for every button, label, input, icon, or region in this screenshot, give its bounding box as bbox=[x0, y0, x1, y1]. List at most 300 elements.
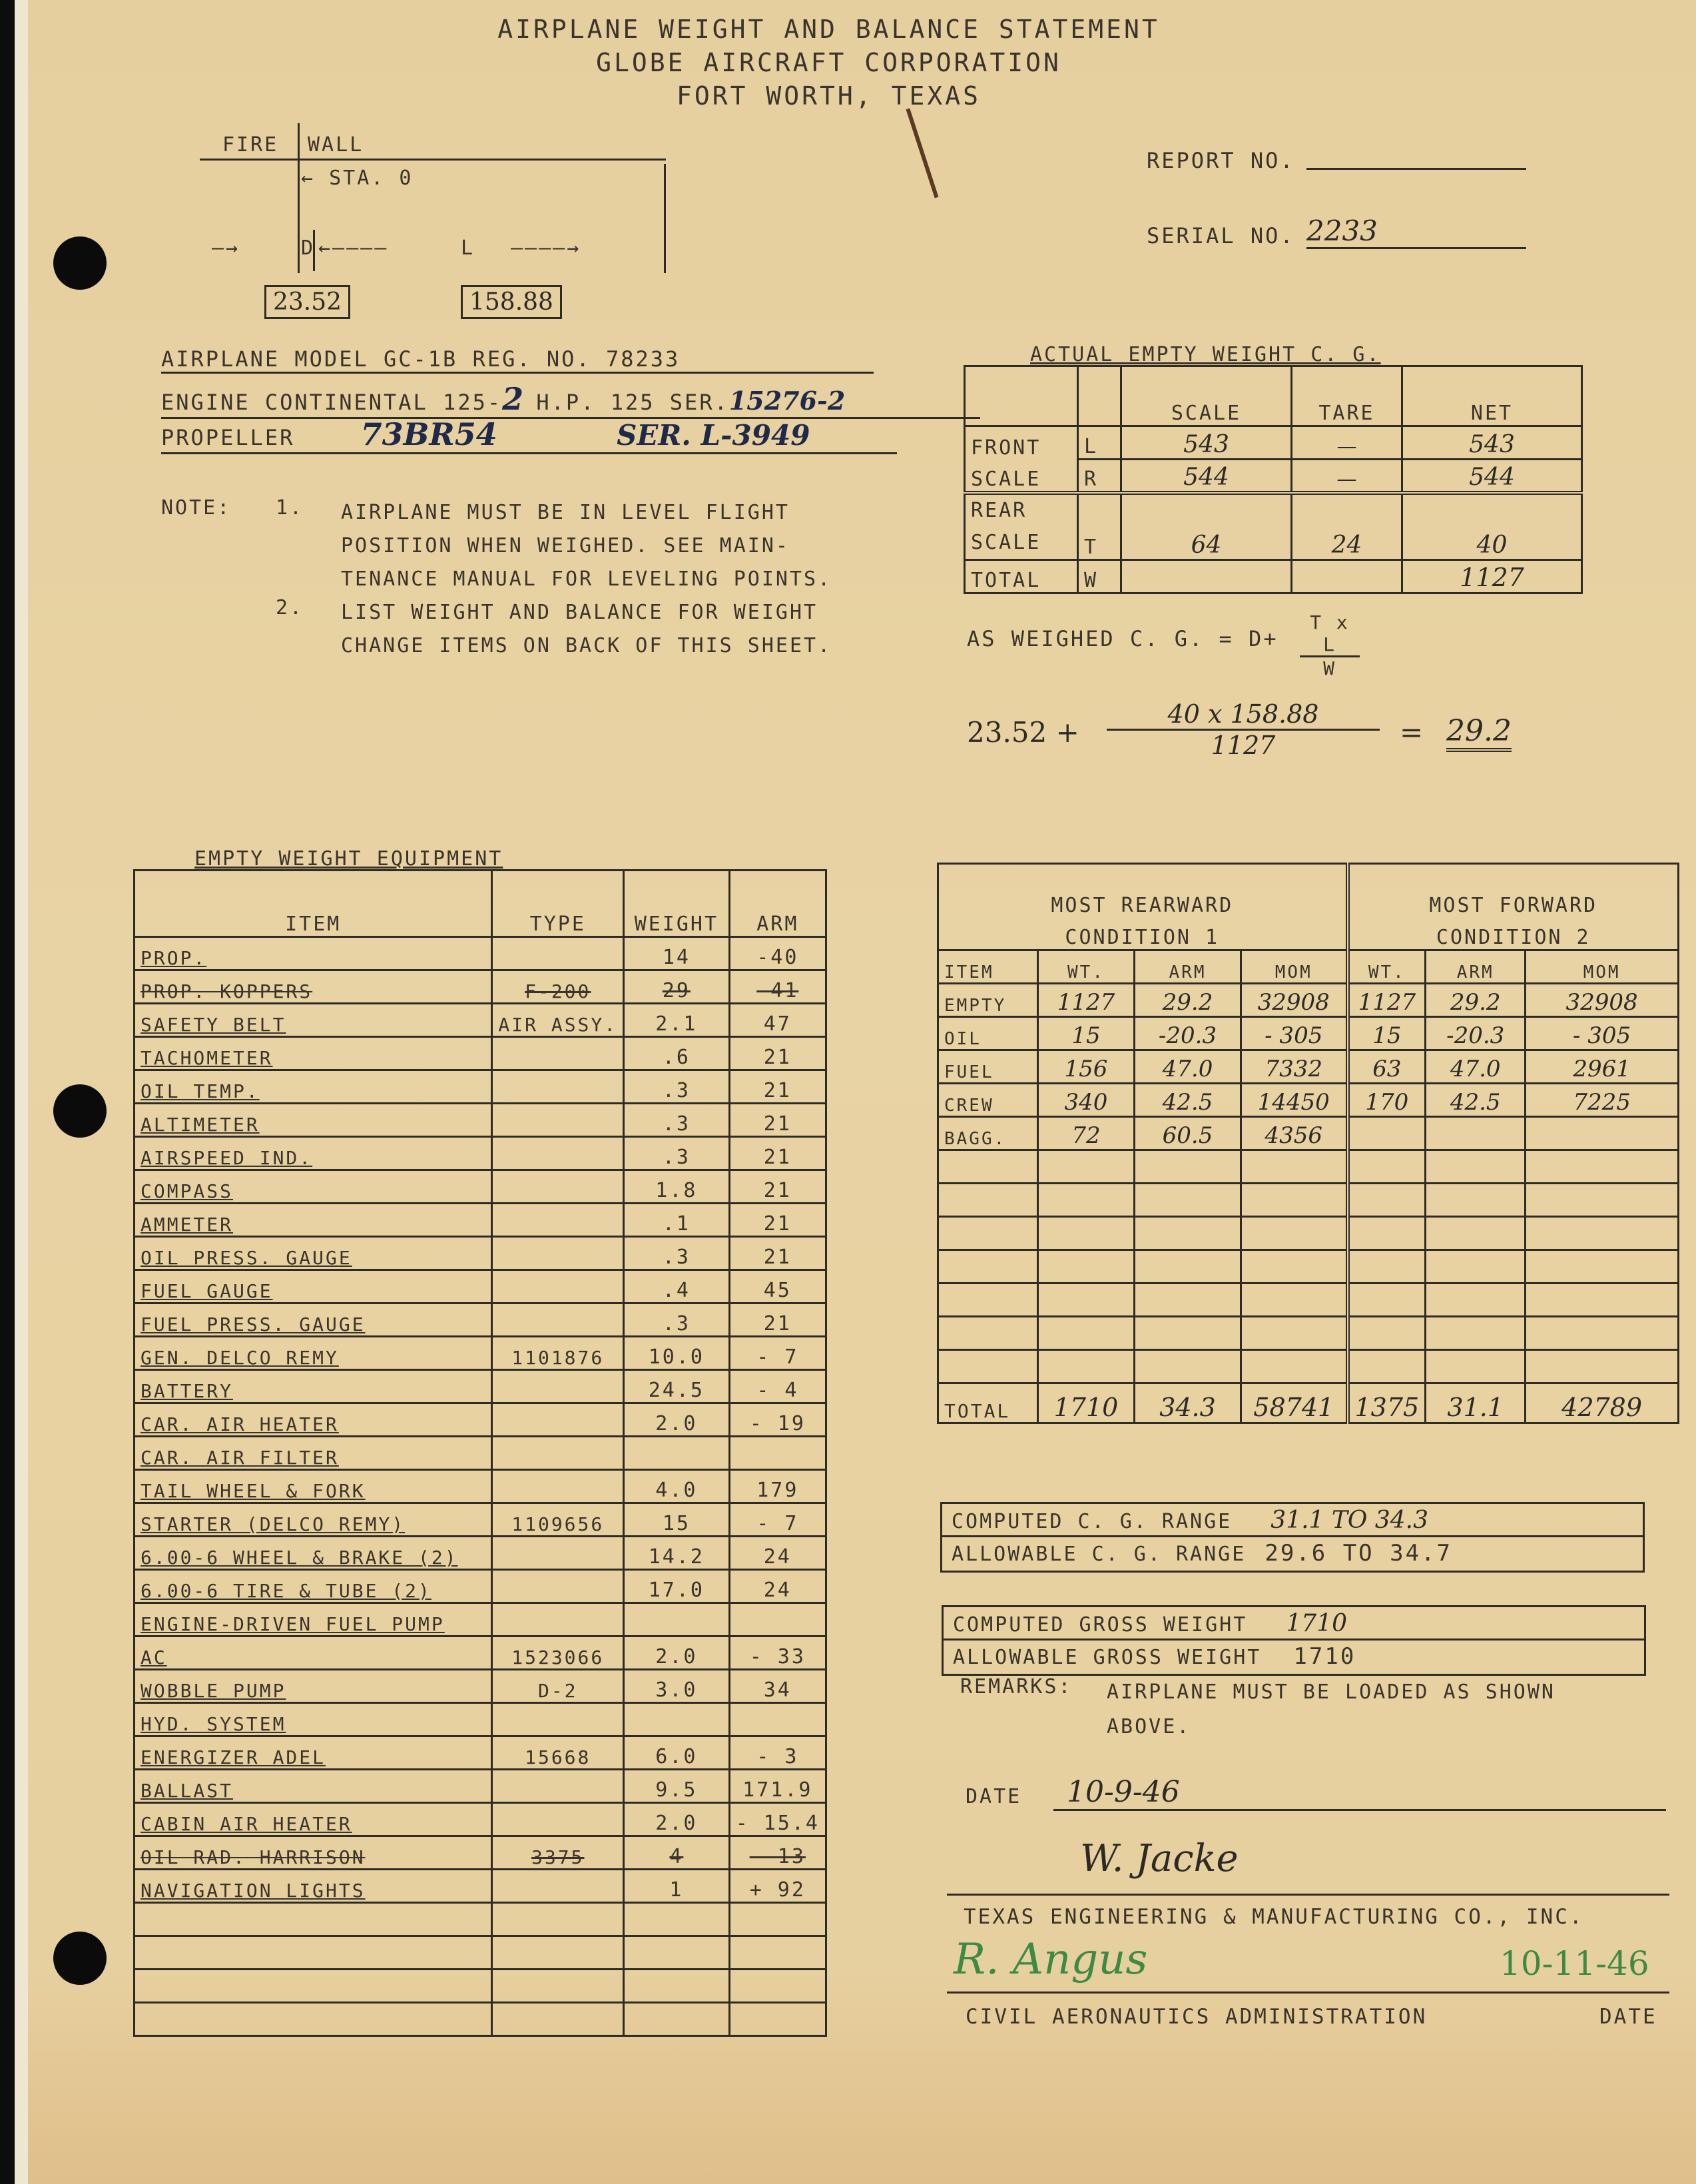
table-row bbox=[135, 1503, 826, 1537]
equipment-item-cell: BALLAST bbox=[135, 1770, 492, 1803]
equipment-item-cell: AIRSPEED IND. bbox=[135, 1137, 492, 1170]
equipment-item-cell: 6.00-6 WHEEL & BRAKE (2) bbox=[135, 1537, 492, 1570]
loading-value-cell[interactable]: 2961 bbox=[1526, 1050, 1679, 1084]
equipment-weight-cell: .3 bbox=[624, 1237, 730, 1270]
allowable-cg-range-value: 29.6 TO 34.7 bbox=[1265, 1540, 1452, 1567]
loading-value-cell[interactable] bbox=[1526, 1283, 1679, 1317]
column-header-item: ITEM bbox=[135, 871, 492, 937]
equipment-type-cell bbox=[492, 1870, 624, 1903]
loading-value-cell[interactable] bbox=[1038, 1283, 1135, 1317]
equipment-arm-cell: 21 bbox=[729, 1237, 826, 1270]
date-value[interactable]: 10-9-46 bbox=[1053, 1775, 1666, 1811]
loading-value-cell[interactable]: 32908 bbox=[1526, 984, 1679, 1017]
arrow-right-icon: —→ bbox=[212, 236, 240, 260]
equipment-title: EMPTY WEIGHT EQUIPMENT bbox=[194, 847, 503, 871]
equipment-item-cell: WOBBLE PUMP bbox=[135, 1670, 492, 1703]
table-row bbox=[135, 1770, 826, 1803]
equipment-weight-cell: 6.0 bbox=[624, 1736, 730, 1770]
equipment-arm-cell: - 13 bbox=[729, 1836, 826, 1870]
equipment-arm-cell: - 15.4 bbox=[729, 1803, 826, 1836]
loading-value-cell[interactable]: 29.2 bbox=[1135, 984, 1241, 1017]
equipment-arm-cell: 34 bbox=[729, 1670, 826, 1703]
loading-value-cell[interactable] bbox=[1526, 1250, 1679, 1283]
loading-value-cell[interactable] bbox=[1348, 1217, 1426, 1250]
calc-result: 29.2 bbox=[1446, 714, 1512, 752]
table-row bbox=[938, 1184, 1679, 1217]
loading-value-cell[interactable]: 47.0 bbox=[1426, 1050, 1526, 1084]
table-row bbox=[135, 1603, 826, 1637]
diagram-end-line bbox=[664, 164, 666, 273]
equipment-arm-cell: - 3 bbox=[729, 1736, 826, 1770]
allowable-cg-range-row bbox=[942, 1537, 1643, 1571]
equipment-arm-cell: 171.9 bbox=[729, 1770, 826, 1803]
loading-value-cell[interactable] bbox=[1241, 1317, 1348, 1350]
equipment-arm-cell: 21 bbox=[729, 1104, 826, 1137]
loading-value-cell[interactable] bbox=[1135, 1250, 1241, 1283]
loading-value-cell[interactable] bbox=[1526, 1117, 1679, 1150]
loading-value-cell[interactable]: 42.5 bbox=[1426, 1084, 1526, 1117]
equipment-type-cell: F-200 bbox=[492, 970, 624, 1004]
caa-label: CIVIL AERONAUTICS ADMINISTRATION bbox=[966, 2005, 1428, 2029]
equipment-weight-cell: 4.0 bbox=[624, 1470, 730, 1503]
loading-item-cell bbox=[938, 1217, 1038, 1250]
equipment-arm-cell: - 19 bbox=[729, 1403, 826, 1437]
loading-value-cell[interactable]: 15 bbox=[1348, 1017, 1426, 1050]
table-row bbox=[135, 2003, 826, 2036]
equipment-weight-cell: 1.8 bbox=[624, 1170, 730, 1204]
table-row bbox=[135, 1970, 826, 2003]
equipment-type-cell: D-2 bbox=[492, 1670, 624, 1703]
equipment-type-cell bbox=[492, 1570, 624, 1603]
table-row bbox=[135, 1037, 826, 1070]
loading-value-cell[interactable] bbox=[1038, 1184, 1135, 1217]
equipment-weight-cell bbox=[624, 1437, 730, 1470]
loading-value-cell[interactable] bbox=[1426, 1184, 1526, 1217]
table-row bbox=[135, 1470, 826, 1503]
table-row bbox=[938, 1217, 1679, 1250]
allowable-gross-weight-label: ALLOWABLE GROSS WEIGHT bbox=[953, 1646, 1262, 1669]
loading-value-cell[interactable] bbox=[1135, 1283, 1241, 1317]
loading-value-cell[interactable] bbox=[1426, 1217, 1526, 1250]
engine-serial[interactable]: 15276-2 bbox=[728, 386, 846, 416]
loading-value-cell[interactable] bbox=[1241, 1350, 1348, 1383]
loading-value-cell[interactable] bbox=[1426, 1117, 1526, 1150]
equipment-weight-cell: .3 bbox=[624, 1070, 730, 1104]
table-row: SCALE R 544 — 544 bbox=[965, 460, 1582, 493]
loading-value-cell[interactable] bbox=[1526, 1317, 1679, 1350]
equipment-arm-cell: 24 bbox=[729, 1570, 826, 1603]
equipment-weight-cell bbox=[624, 1970, 730, 2003]
equipment-item-cell: PROP. bbox=[135, 937, 492, 970]
equipment-type-cell bbox=[492, 1303, 624, 1337]
company-name: GLOBE AIRCRAFT CORPORATION bbox=[596, 48, 1061, 77]
scan-border bbox=[0, 0, 15, 2184]
equipment-weight-cell bbox=[624, 1703, 730, 1736]
loading-value-cell[interactable] bbox=[1348, 1117, 1426, 1150]
equipment-weight-cell: .3 bbox=[624, 1303, 730, 1337]
table-row bbox=[135, 970, 826, 1004]
calc-fraction: 40 x 158.88 1127 bbox=[1107, 699, 1380, 760]
equipment-type-cell bbox=[492, 1037, 624, 1070]
table-row bbox=[135, 1903, 826, 1936]
equipment-type-cell bbox=[492, 1170, 624, 1204]
loading-value-cell[interactable] bbox=[1038, 1350, 1135, 1383]
equipment-arm-cell: 179 bbox=[729, 1470, 826, 1503]
loading-value-cell[interactable] bbox=[1526, 1350, 1679, 1383]
equipment-item-cell bbox=[135, 1970, 492, 2003]
equipment-weight-cell: .4 bbox=[624, 1270, 730, 1303]
equipment-arm-cell bbox=[729, 2003, 826, 2036]
equipment-item-cell bbox=[135, 1936, 492, 1970]
equipment-type-cell bbox=[492, 1370, 624, 1403]
equipment-arm-cell bbox=[729, 1703, 826, 1736]
table-row bbox=[135, 1670, 826, 1703]
caa-signature-line bbox=[947, 1935, 1669, 1994]
equipment-type-cell bbox=[492, 1403, 624, 1437]
table-row bbox=[938, 1350, 1679, 1383]
gross-weight-box bbox=[942, 1605, 1646, 1676]
equipment-type-cell: 1109656 bbox=[492, 1503, 624, 1537]
equipment-arm-cell: 21 bbox=[729, 1170, 826, 1204]
table-row bbox=[135, 1637, 826, 1670]
allowable-cg-range-label: ALLOWABLE C. G. RANGE bbox=[952, 1543, 1247, 1566]
punch-hole-icon bbox=[53, 236, 107, 290]
loading-value-cell[interactable] bbox=[1135, 1184, 1241, 1217]
equipment-item-cell: GEN. DELCO REMY bbox=[135, 1337, 492, 1370]
loading-value-cell[interactable]: 170 bbox=[1348, 1084, 1426, 1117]
serial-no-label: SERIAL NO. bbox=[1147, 223, 1295, 248]
propeller-line bbox=[161, 416, 897, 454]
loading-value-cell[interactable] bbox=[1038, 1317, 1135, 1350]
loading-value-cell[interactable]: 32908 bbox=[1241, 984, 1348, 1017]
equipment-type-cell bbox=[492, 1204, 624, 1237]
loading-value-cell[interactable]: 156 bbox=[1038, 1050, 1135, 1084]
equipment-type-cell bbox=[492, 1237, 624, 1270]
table-header-row bbox=[135, 871, 826, 937]
equipment-weight-cell: 14 bbox=[624, 937, 730, 970]
equipment-type-cell: 1101876 bbox=[492, 1337, 624, 1370]
loading-value-cell[interactable]: 1127 bbox=[1038, 984, 1135, 1017]
loading-value-cell[interactable] bbox=[1038, 1250, 1135, 1283]
arrow-left-icon: ← bbox=[301, 167, 316, 190]
loading-value-cell[interactable]: 72 bbox=[1038, 1117, 1135, 1150]
loading-item-cell bbox=[938, 1250, 1038, 1283]
equipment-item-cell: ALTIMETER bbox=[135, 1104, 492, 1137]
propeller-label: PROPELLER bbox=[161, 425, 295, 450]
report-no-field[interactable] bbox=[1306, 168, 1526, 170]
loading-value-cell[interactable] bbox=[1348, 1184, 1426, 1217]
loading-item-cell bbox=[938, 1150, 1038, 1184]
equipment-arm-cell: 21 bbox=[729, 1303, 826, 1337]
equipment-arm-cell: 21 bbox=[729, 1137, 826, 1170]
equipment-weight-cell: 9.5 bbox=[624, 1770, 730, 1803]
loading-value-cell[interactable]: -20.3 bbox=[1135, 1017, 1241, 1050]
equipment-type-cell bbox=[492, 1703, 624, 1736]
loading-value-cell[interactable]: 63 bbox=[1348, 1050, 1426, 1084]
condition-1-title: MOST REARWARD bbox=[938, 864, 1348, 917]
table-row: FRONT L 543 — 543 bbox=[965, 426, 1582, 460]
equipment-weight-cell: 2.0 bbox=[624, 1403, 730, 1437]
loading-value-cell[interactable] bbox=[1241, 1150, 1348, 1184]
equipment-type-cell bbox=[492, 1603, 624, 1637]
equipment-table bbox=[133, 869, 827, 2037]
table-row bbox=[135, 1137, 826, 1170]
table-row bbox=[938, 1317, 1679, 1350]
loading-value-cell[interactable]: 7332 bbox=[1241, 1050, 1348, 1084]
loading-value-cell[interactable] bbox=[1241, 1184, 1348, 1217]
table-header-row bbox=[965, 366, 1582, 426]
equipment-item-cell: OIL RAD. HARRISON bbox=[135, 1836, 492, 1870]
table-row bbox=[135, 1270, 826, 1303]
equipment-weight-cell: 1 bbox=[624, 1870, 730, 1903]
table-row bbox=[135, 1070, 826, 1104]
equipment-item-cell: CAR. AIR HEATER bbox=[135, 1403, 492, 1437]
loading-value-cell[interactable] bbox=[1135, 1317, 1241, 1350]
diagram-top-line bbox=[200, 159, 666, 161]
manufacturer-signature[interactable]: W. Jacke bbox=[947, 1837, 1669, 1896]
equipment-arm-cell: -41 bbox=[729, 970, 826, 1004]
propeller-serial[interactable]: SER. L-3949 bbox=[617, 419, 810, 452]
loading-value-cell[interactable]: 29.2 bbox=[1426, 984, 1526, 1017]
equipment-type-cell bbox=[492, 1537, 624, 1570]
loading-value-cell[interactable]: -20.3 bbox=[1426, 1017, 1526, 1050]
equipment-weight-cell: .6 bbox=[624, 1037, 730, 1070]
loading-value-cell[interactable] bbox=[1426, 1317, 1526, 1350]
column-header-net: NET bbox=[1402, 366, 1582, 426]
equipment-type-cell bbox=[492, 1936, 624, 1970]
loading-value-cell[interactable] bbox=[1241, 1217, 1348, 1250]
equipment-type-cell bbox=[492, 1803, 624, 1836]
pen-mark bbox=[906, 108, 939, 198]
caa-signature[interactable]: R. Angus bbox=[954, 1935, 1148, 1984]
table-row bbox=[135, 1870, 826, 1903]
note-label: NOTE: bbox=[161, 496, 232, 520]
table-row bbox=[135, 1303, 826, 1337]
equipment-type-cell bbox=[492, 1104, 624, 1137]
manufacturer-label: TEXAS ENGINEERING & MANUFACTURING CO., INC. bbox=[964, 1905, 1584, 1929]
serial-no-value[interactable]: 2233 bbox=[1306, 214, 1526, 249]
loading-value-cell[interactable] bbox=[1038, 1150, 1135, 1184]
calc-equals: = bbox=[1400, 716, 1424, 749]
equipment-weight-cell: 14.2 bbox=[624, 1537, 730, 1570]
loading-item-cell: FUEL bbox=[938, 1050, 1038, 1084]
equipment-weight-cell bbox=[624, 1936, 730, 1970]
computed-gross-weight-row bbox=[944, 1607, 1644, 1640]
table-row bbox=[135, 937, 826, 970]
firewall-line bbox=[298, 123, 300, 273]
arrow-right-icon: ————→ bbox=[511, 236, 581, 260]
table-row bbox=[135, 1104, 826, 1137]
loading-value-cell[interactable] bbox=[1348, 1250, 1426, 1283]
loading-value-cell[interactable] bbox=[1135, 1350, 1241, 1383]
equipment-item-cell: CAR. AIR FILTER bbox=[135, 1437, 492, 1470]
equipment-item-cell: TAIL WHEEL & FORK bbox=[135, 1470, 492, 1503]
loading-value-cell[interactable] bbox=[1038, 1217, 1135, 1250]
loading-value-cell[interactable] bbox=[1526, 1150, 1679, 1184]
table-row bbox=[135, 1337, 826, 1370]
equipment-weight-cell: 3.0 bbox=[624, 1670, 730, 1703]
table-row bbox=[938, 1117, 1679, 1150]
loading-value-cell[interactable] bbox=[1348, 1317, 1426, 1350]
equipment-item-cell: SAFETY BELT bbox=[135, 1004, 492, 1037]
remarks-text: AIRPLANE MUST BE LOADED AS SHOWN ABOVE. bbox=[1107, 1680, 1555, 1738]
equipment-item-cell bbox=[135, 1903, 492, 1936]
loading-value-cell[interactable] bbox=[1348, 1350, 1426, 1383]
loading-value-cell[interactable] bbox=[1426, 1150, 1526, 1184]
cg-range-box bbox=[940, 1502, 1645, 1573]
empty-weight-cg-title: ACTUAL EMPTY WEIGHT C. G. bbox=[1030, 343, 1381, 366]
loading-value-cell[interactable] bbox=[1526, 1217, 1679, 1250]
engine-model-suffix[interactable]: 2 bbox=[502, 381, 524, 417]
equipment-arm-cell: - 33 bbox=[729, 1637, 826, 1670]
table-row bbox=[135, 1170, 826, 1204]
condition-2-subtitle: CONDITION 2 bbox=[1348, 917, 1679, 950]
table-row bbox=[135, 1736, 826, 1770]
station-zero-label: ← STA. 0 bbox=[301, 167, 414, 190]
equipment-item-cell: STARTER (DELCO REMY) bbox=[135, 1503, 492, 1537]
equipment-weight-cell: 29 bbox=[624, 970, 730, 1004]
loading-value-cell[interactable]: - 305 bbox=[1526, 1017, 1679, 1050]
loading-value-cell[interactable]: 1127 bbox=[1348, 984, 1426, 1017]
equipment-arm-cell: - 7 bbox=[729, 1337, 826, 1370]
equipment-item-cell: HYD. SYSTEM bbox=[135, 1703, 492, 1736]
loading-value-cell[interactable] bbox=[1426, 1250, 1526, 1283]
note-1-text: AIRPLANE MUST BE IN LEVEL FLIGHT POSITION WHEN WEIGHED. SEE MAIN- TENANCE MANUAL FOR LEVELING POINTS. bbox=[341, 501, 832, 591]
computed-gross-weight-value[interactable]: 1710 bbox=[1286, 1610, 1347, 1637]
column-header-scale: SCALE bbox=[1121, 366, 1292, 426]
loading-value-cell[interactable] bbox=[1348, 1283, 1426, 1317]
loading-value-cell[interactable] bbox=[1135, 1150, 1241, 1184]
equipment-arm-cell: - 4 bbox=[729, 1370, 826, 1403]
equipment-weight-cell: 4 bbox=[624, 1836, 730, 1870]
loading-value-cell[interactable] bbox=[1241, 1283, 1348, 1317]
allowable-gross-weight-value: 1710 bbox=[1293, 1643, 1356, 1670]
loading-value-cell[interactable] bbox=[1135, 1217, 1241, 1250]
loading-item-cell: BAGG. bbox=[938, 1117, 1038, 1150]
loading-value-cell[interactable]: 14450 bbox=[1241, 1084, 1348, 1117]
engine-line bbox=[161, 381, 980, 419]
cg-formula-label: AS WEIGHED C. G. = D+ bbox=[967, 626, 1278, 651]
equipment-type-cell: AIR ASSY. bbox=[492, 1004, 624, 1037]
loading-value-cell[interactable]: 15 bbox=[1038, 1017, 1135, 1050]
loading-value-cell[interactable] bbox=[1426, 1350, 1526, 1383]
date-label: DATE bbox=[966, 1785, 1022, 1808]
caa-date[interactable]: 10-11-46 bbox=[1500, 1944, 1649, 1983]
column-header-type: TYPE bbox=[492, 871, 624, 937]
equipment-type-cell bbox=[492, 1903, 624, 1936]
loading-item-cell: EMPTY bbox=[938, 984, 1038, 1017]
computed-cg-range-value[interactable]: 31.1 TO 34.3 bbox=[1271, 1507, 1429, 1534]
note-2-number: 2. bbox=[276, 596, 304, 619]
table-row bbox=[135, 1370, 826, 1403]
note-1-number: 1. bbox=[276, 496, 304, 520]
d-value-box: 23.52 bbox=[264, 285, 350, 319]
table-row bbox=[135, 1403, 826, 1437]
loading-item-cell bbox=[938, 1283, 1038, 1317]
loading-value-cell[interactable]: 42.5 bbox=[1135, 1084, 1241, 1117]
equipment-item-cell: 6.00-6 TIRE & TUBE (2) bbox=[135, 1570, 492, 1603]
loading-value-cell[interactable]: 7225 bbox=[1526, 1084, 1679, 1117]
loading-item-cell bbox=[938, 1350, 1038, 1383]
equipment-weight-cell: 17.0 bbox=[624, 1570, 730, 1603]
equipment-item-cell: AC bbox=[135, 1637, 492, 1670]
loading-value-cell[interactable] bbox=[1241, 1250, 1348, 1283]
equipment-type-cell bbox=[492, 937, 624, 970]
table-row bbox=[938, 984, 1679, 1017]
equipment-item-cell: OIL TEMP. bbox=[135, 1070, 492, 1104]
equipment-weight-cell: .1 bbox=[624, 1204, 730, 1237]
equipment-arm-cell bbox=[729, 1903, 826, 1936]
table-row bbox=[135, 1437, 826, 1470]
loading-value-cell[interactable] bbox=[1426, 1283, 1526, 1317]
table-row bbox=[938, 1050, 1679, 1084]
equipment-type-cell bbox=[492, 1970, 624, 2003]
wall-label: WALL bbox=[308, 133, 364, 157]
equipment-item-cell: FUEL PRESS. GAUGE bbox=[135, 1303, 492, 1337]
condition-1-subtitle: CONDITION 1 bbox=[938, 917, 1348, 950]
equipment-arm-cell: - 7 bbox=[729, 1503, 826, 1537]
equipment-weight-cell: 15 bbox=[624, 1503, 730, 1537]
table-row bbox=[938, 1283, 1679, 1317]
loading-item-cell bbox=[938, 1184, 1038, 1217]
equipment-weight-cell: 2.1 bbox=[624, 1004, 730, 1037]
equipment-arm-cell: + 92 bbox=[729, 1870, 826, 1903]
table-row bbox=[135, 1570, 826, 1603]
table-row bbox=[135, 1703, 826, 1736]
d-label: D bbox=[301, 236, 316, 260]
loading-value-cell[interactable] bbox=[1526, 1184, 1679, 1217]
loading-value-cell[interactable] bbox=[1348, 1150, 1426, 1184]
equipment-weight-cell: 2.0 bbox=[624, 1637, 730, 1670]
loading-value-cell[interactable]: 340 bbox=[1038, 1084, 1135, 1117]
equipment-arm-cell bbox=[729, 1936, 826, 1970]
equipment-item-cell: OIL PRESS. GAUGE bbox=[135, 1237, 492, 1270]
table-row bbox=[938, 1150, 1679, 1184]
equipment-arm-cell: 21 bbox=[729, 1070, 826, 1104]
loading-value-cell[interactable]: - 305 bbox=[1241, 1017, 1348, 1050]
company-location: FORT WORTH, TEXAS bbox=[677, 81, 981, 111]
l-label: L bbox=[461, 236, 475, 260]
equipment-weight-cell bbox=[624, 2003, 730, 2036]
computed-gross-weight-label: COMPUTED GROSS WEIGHT bbox=[953, 1613, 1248, 1637]
column-header-tare: TARE bbox=[1292, 366, 1402, 426]
table-row-total: TOTAL 1710 34.3 58741 1375 31.1 42789 bbox=[938, 1383, 1679, 1423]
equipment-item-cell: FUEL GAUGE bbox=[135, 1270, 492, 1303]
propeller-model[interactable]: 73BR54 bbox=[360, 416, 497, 452]
allowable-gross-weight-row bbox=[944, 1640, 1644, 1674]
equipment-type-cell bbox=[492, 1770, 624, 1803]
loading-item-cell bbox=[938, 1317, 1038, 1350]
equipment-item-cell: COMPASS bbox=[135, 1170, 492, 1204]
equipment-type-cell: 1523066 bbox=[492, 1637, 624, 1670]
equipment-type-cell: 3375 bbox=[492, 1836, 624, 1870]
equipment-type-cell bbox=[492, 1437, 624, 1470]
column-header-arm: ARM bbox=[729, 871, 826, 937]
equipment-type-cell bbox=[492, 1470, 624, 1503]
equipment-arm-cell: 21 bbox=[729, 1037, 826, 1070]
remarks-label: REMARKS: bbox=[960, 1675, 1073, 1698]
table-row bbox=[135, 1237, 826, 1270]
document-title: AIRPLANE WEIGHT AND BALANCE STATEMENT bbox=[497, 15, 1160, 44]
loading-value-cell[interactable]: 47.0 bbox=[1135, 1050, 1241, 1084]
equipment-arm-cell bbox=[729, 1970, 826, 2003]
airplane-model-line: AIRPLANE MODEL GC-1B REG. NO. 78233 bbox=[161, 346, 874, 374]
equipment-arm-cell bbox=[729, 1437, 826, 1470]
loading-value-cell[interactable]: 60.5 bbox=[1135, 1117, 1241, 1150]
note-2-text: LIST WEIGHT AND BALANCE FOR WEIGHT CHANGE ITEMS ON BACK OF THIS SHEET. bbox=[341, 601, 832, 657]
equipment-arm-cell: 21 bbox=[729, 1204, 826, 1237]
loading-value-cell[interactable]: 4356 bbox=[1241, 1117, 1348, 1150]
